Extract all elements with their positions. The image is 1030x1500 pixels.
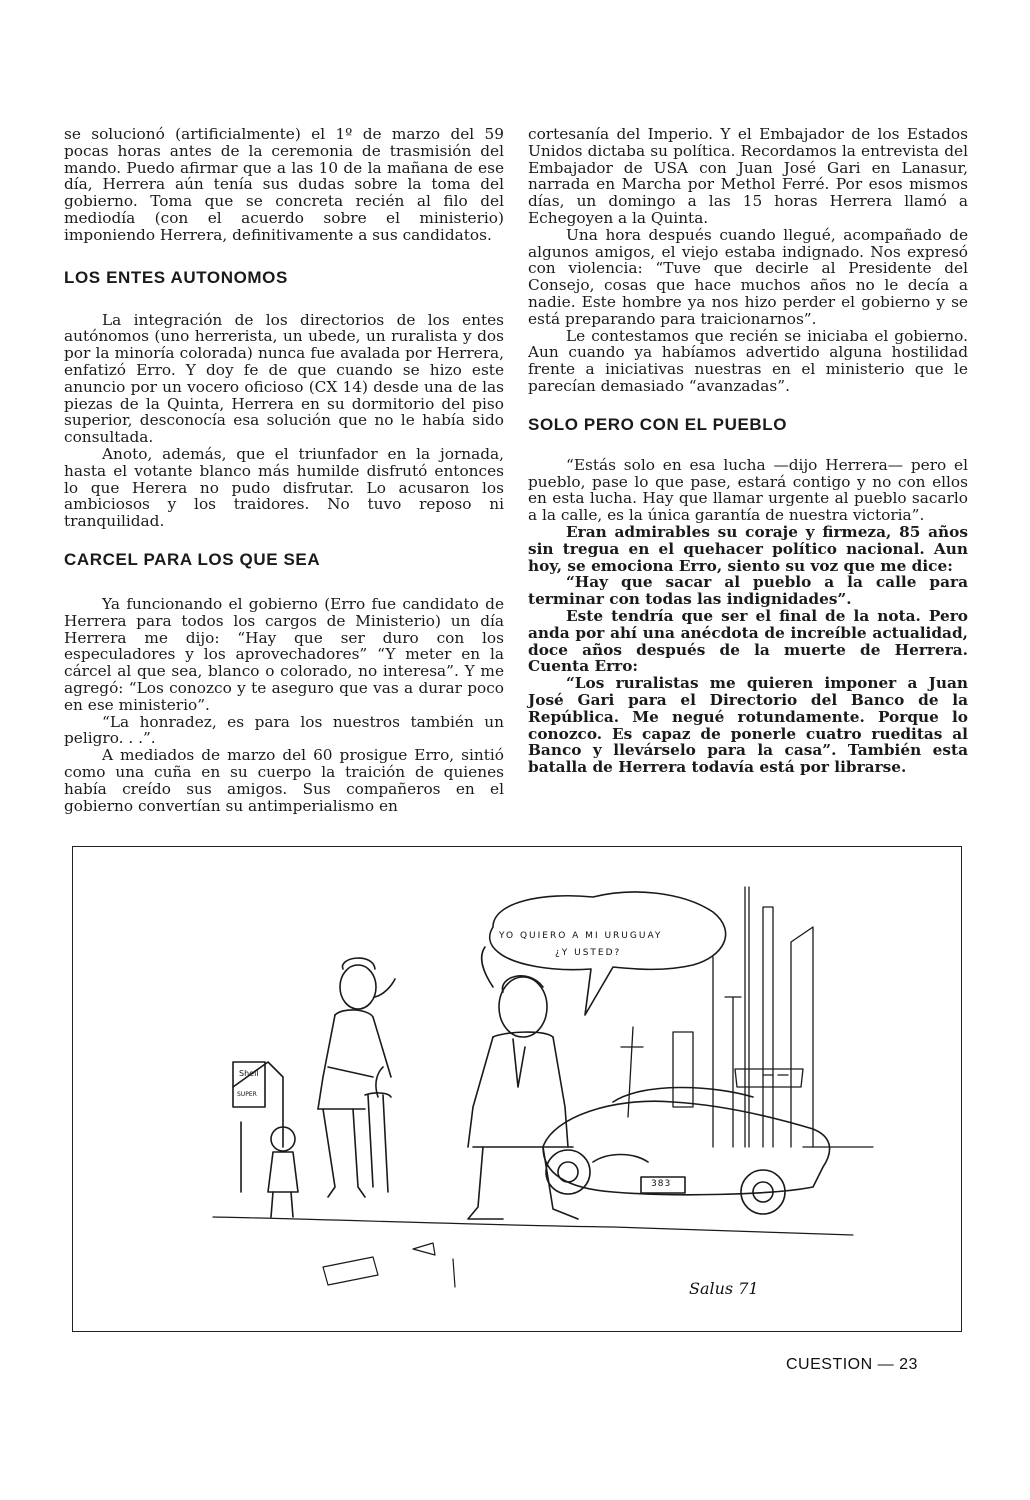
artist-signature: Salus 71	[689, 1279, 759, 1298]
paragraph: cortesanía del Imperio. Y el Embajador de los Estados Unidos dictaba su política. Recordamos la entrevista del Embajador de USA con Juan José Gari en Lanasur, narrada en Marcha por Methol Ferré. Por esos mismos días, un domingo a las 15 horas Herrera llamó a Echegoyen a la Quinta.	[528, 125, 968, 227]
section-heading: SOLO PERO CON EL PUEBLO	[528, 414, 788, 434]
ground	[213, 1217, 853, 1235]
section-heading: CARCEL PARA LOS QUE SEA	[64, 549, 321, 569]
paragraph: A mediados de marzo del 60 prosigue Erro, sintió como una cuña en su cuerpo la traición de quienes había creído sus amigos. Sus compañeros en el gobierno convertían su antimperialismo en	[64, 746, 504, 815]
balloon-line-2: ¿Y USTED?	[555, 948, 622, 958]
paragraph: Le contestamos que recién se iniciaba el gobierno. Aun cuando ya habíamos advertido alguna hostilidad frente a iniciativas nuestras en el ministerio que le parecían demasiado “avanzadas”.	[528, 326, 968, 395]
cartoon-illustration	[72, 846, 962, 1332]
paragraph: “Los ruralistas me quieren imponer a Juan José Gari para el Directorio del Banco de la República. Me negué rotundamente. Porque lo conozco. Es capaz de ponerle cuatro rueditas al Banco y llevárselo para la casa”. También esta batalla de Herrera todavía está por librarse.	[528, 674, 968, 777]
skyline	[621, 887, 873, 1147]
shell-sign-sub: SUPER	[237, 1091, 257, 1098]
tree	[365, 1067, 391, 1192]
paragraph: “Estás solo en esa lucha —dijo Herrera— pero el pueblo, pase lo que pase, estará contigo y no con ellos en esta lucha. Hay que llamar urgente al pueblo sacarlo a la calle, es la única garantía de nuestra victoria”.	[528, 455, 968, 525]
paragraph: “Hay que sacar al pueblo a la calle para terminar con todas las indignidades”.	[528, 573, 968, 609]
left-column	[64, 126, 504, 814]
balloon-line-1: YO QUIERO A MI URUGUAY	[499, 931, 663, 941]
paragraph: Anoto, además, que el triunfador en la jornada, hasta el votante blanco más humilde disfrutó entonces lo que Herera no pudo disfrutar. Lo acusaron los ambiciosos y los traidores. No tuvo reposo ni tranquilidad.	[64, 444, 504, 531]
paragraph: Ya funcionando el gobierno (Erro fue candidato de Herrera para todos los cargos de Ministerio) un día Herrera me dijo: “Hay que ser duro con los especuladores y los aprovechadores” “Y meter en la cárcel al que sea, blanco o colorado, no interesa”. Y me agregó: “Los conozco y te aseguro que vas a durar poco en ese ministerio”.	[64, 594, 504, 714]
paragraph: Este tendría que ser el final de la nota. Pero anda por ahí una anécdota de increíble actualidad, doce años después de la muerte de Herrera. Cuenta Erro:	[528, 606, 968, 676]
shell-station	[233, 1062, 283, 1192]
page-footer: CUESTION — 23	[786, 1356, 918, 1373]
paragraph: La integración de los directorios de los entes autónomos (uno herrerista, un ubede, un ruralista y dos por la minoría colorada) nunca fue avalada por Herrera, enfatizó Erro. Y doy fe de que cuando se hizo este anuncio por un vocero oficioso (CX 14) desde una de las piezas de la Quinta, Herrera en su dormitorio del piso superior, desconocía esa solución que no le había sido consultada.	[64, 310, 504, 447]
section-heading: LOS ENTES AUTONOMOS	[64, 267, 288, 287]
paragraph: Eran admirables su coraje y firmeza, 85 años sin tregua en el quehacer político nacional. Aun hoy, se emociona Erro, siento su voz que me dice:	[528, 522, 968, 575]
paragraph: Una hora después cuando llegué, acompañado de algunos amigos, el viejo estaba indignado. Nos expresó con violencia: “Tuve que decirle al Presidente del Consejo, cosas que hace muchos años no le decía a nadie. Este hombre ya nos hizo perder el gobierno y se está preparando para traicionarnos”.	[528, 225, 968, 328]
license-plate: 383	[651, 1179, 672, 1189]
shell-sign: Shell	[239, 1069, 259, 1078]
right-column	[528, 126, 968, 776]
paragraph: “La honradez, es para los nuestros también un peligro. . .”.	[64, 712, 504, 748]
paragraph: se solucionó (artificialmente) el 1º de marzo del 59 pocas horas antes de la ceremonia de trasmisión del mando. Puedo afirmar que a las 10 de la mañana de ese día, Herrera aún tenía sus dudas sobre la toma del gobierno. Toma que se concreta recién al filo del mediodía (con el acuerdo sobre el ministerio) imponiendo Herrera, definitivamente a sus candidatos.	[64, 125, 504, 244]
poor-man-figure	[318, 958, 395, 1197]
